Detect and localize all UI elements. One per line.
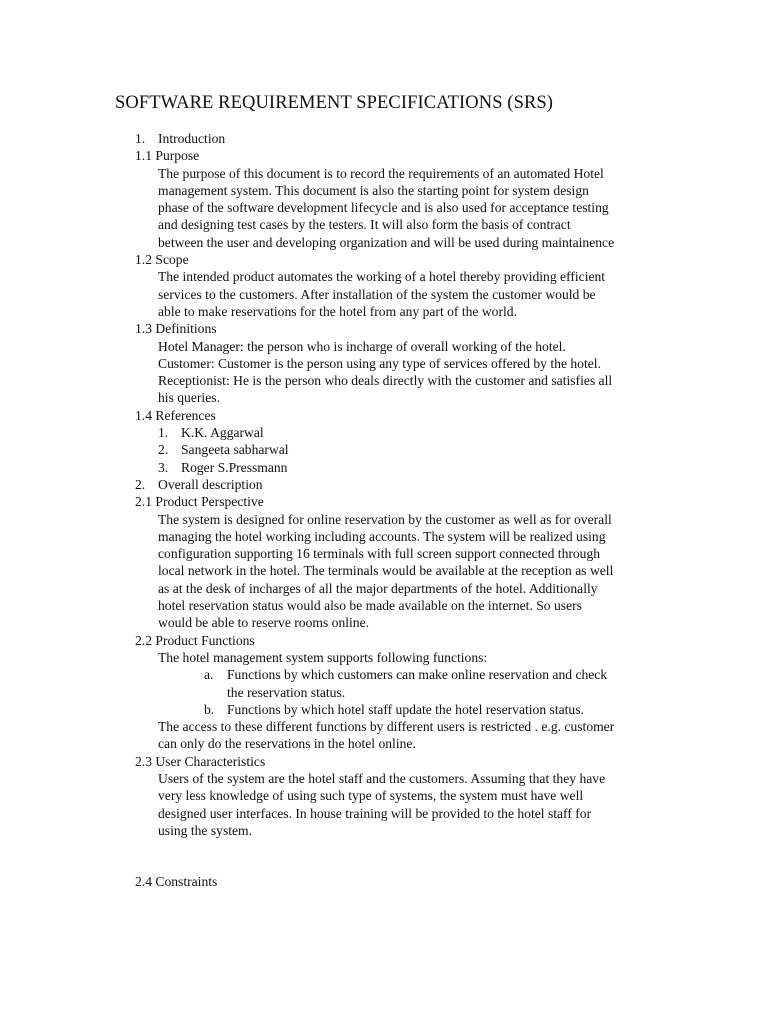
section-1-2-heading xyxy=(0,251,768,268)
reference-item xyxy=(0,459,768,476)
paragraph-line: The access to these different functions by different users is restricted . e.g. customer xyxy=(158,719,615,735)
paragraph-line: Users of the system are the hotel staff and the customers. Assuming that they have xyxy=(158,770,606,786)
paragraph-line: his queries. xyxy=(158,390,220,406)
paragraph-line: The intended product automates the working of a hotel thereby providing efficient xyxy=(158,269,606,285)
section-title: 1.2 Scope xyxy=(135,252,189,268)
reference-text: K.K. Aggarwal xyxy=(181,425,264,441)
section-2-1-heading xyxy=(0,493,768,510)
section-title: 2.1 Product Perspective xyxy=(135,494,264,510)
paragraph-line: phase of the software development lifecycle and is also used for acceptance testing xyxy=(158,200,609,216)
section-title: Introduction xyxy=(158,131,226,146)
paragraph-line: services to the customers. After installation of the system the customer would be xyxy=(158,286,596,302)
paragraph-line: Receptionist: He is the person who deals directly with the customer and satisfies all xyxy=(158,373,613,389)
section-1-4-heading xyxy=(0,407,768,424)
function-text-continued: the reservation status. xyxy=(227,684,346,700)
paragraph-line: as at the desk of incharges of all the major departments of the hotel. Additionally xyxy=(158,580,598,596)
paragraph-line: can only do the reservations in the hotel online. xyxy=(158,736,416,752)
section-1-heading xyxy=(0,130,768,147)
paragraph-line: The hotel management system supports following functions: xyxy=(158,649,488,665)
function-text: Functions by which customers can make online reservation and check xyxy=(227,667,608,683)
document-title: SOFTWARE REQUIREMENT SPECIFICATIONS (SRS) xyxy=(115,93,554,113)
paragraph-line: configuration supporting 16 terminals with full screen support connected through xyxy=(158,546,601,562)
function-item-a xyxy=(0,666,768,683)
paragraph-line: would be able to reserve rooms online. xyxy=(158,615,370,631)
paragraph-line: The purpose of this document is to record the requirements of an automated Hotel xyxy=(158,165,604,181)
list-number: 1. xyxy=(158,425,169,441)
paragraph-line: hotel reservation status would also be made available on the internet. So users xyxy=(158,598,582,614)
paragraph-line: managing the hotel working including accounts. The system will be realized using xyxy=(158,528,606,544)
paragraph-line: Hotel Manager: the person who is incharge of overall working of the hotel. xyxy=(158,338,566,354)
list-number: 2. xyxy=(158,442,169,458)
section-number: 2. xyxy=(135,476,146,492)
list-letter: a. xyxy=(204,667,214,683)
section-title: 1.3 Definitions xyxy=(135,321,217,337)
paragraph-line: local network in the hotel. The terminals would be available at the reception as well xyxy=(158,563,614,579)
section-title: 1.4 References xyxy=(135,407,216,423)
paragraph-line: able to make reservations for the hotel from any part of the world. xyxy=(158,303,517,319)
section-title: 2.4 Constraints xyxy=(135,874,218,890)
paragraph-line: The system is designed for online reservation by the customer as well as for overall xyxy=(158,511,612,527)
reference-text: Sangeeta sabharwal xyxy=(181,442,289,458)
section-title: 2.3 User Characteristics xyxy=(135,753,266,769)
list-letter: b. xyxy=(204,701,215,717)
section-2-heading xyxy=(0,476,768,493)
blank-space xyxy=(0,839,768,873)
paragraph-line: between the user and developing organization and will be used during maintainence xyxy=(158,234,615,250)
paragraph-line: management system. This document is also the starting point for system design xyxy=(158,182,589,198)
document-body xyxy=(0,130,768,890)
section-2-2-heading xyxy=(0,632,768,649)
list-number: 3. xyxy=(158,459,169,475)
paragraph-line: designed user interfaces. In house training will be provided to the hotel staff for xyxy=(158,805,592,821)
section-title: 2.2 Product Functions xyxy=(135,632,255,648)
section-title: Overall description xyxy=(158,476,263,492)
section-2-3-heading xyxy=(0,753,768,770)
reference-item xyxy=(0,424,768,441)
function-text: Functions by which hotel staff update the hotel reservation status. xyxy=(227,701,584,717)
section-number: 1. xyxy=(135,131,146,146)
reference-item xyxy=(0,441,768,458)
section-2-4-heading xyxy=(0,873,768,890)
function-item-b xyxy=(0,701,768,718)
paragraph-line: using the system. xyxy=(158,822,253,838)
section-1-1-heading xyxy=(0,147,768,164)
section-title: 1.1 Purpose xyxy=(135,148,200,164)
reference-text: Roger S.Pressmann xyxy=(181,459,288,475)
paragraph-line: very less knowledge of using such type of systems, the system must have well xyxy=(158,788,584,804)
paragraph-line: Customer: Customer is the person using any type of services offered by the hotel. xyxy=(158,355,601,371)
section-1-3-heading xyxy=(0,320,768,337)
paragraph-line: and designing test cases by the testers. It will also form the basis of contract xyxy=(158,217,571,233)
